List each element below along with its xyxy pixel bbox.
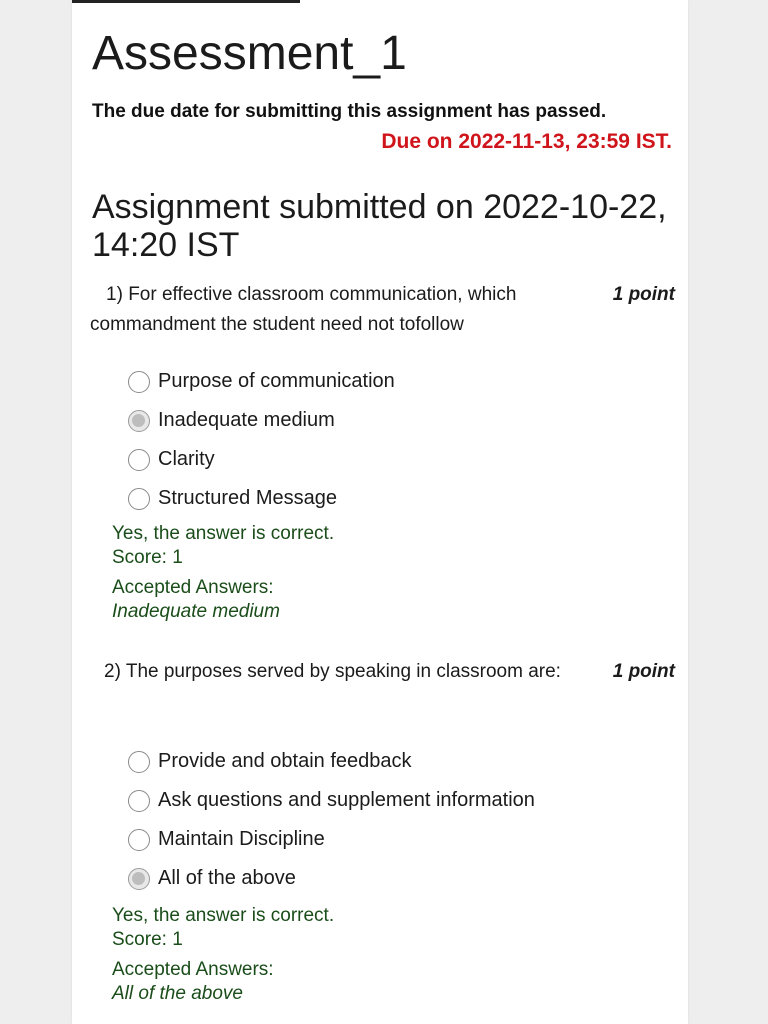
- question-2-option-3[interactable]: [128, 820, 648, 859]
- question-2-options: [128, 742, 648, 898]
- accepted-answers-label: Accepted Answers:: [112, 959, 274, 980]
- question-1-option-3[interactable]: [128, 440, 648, 479]
- radio-button[interactable]: [128, 829, 150, 851]
- feedback-message: Yes, the answer is correct.: [112, 523, 335, 544]
- option-label: Inadequate medium: [158, 409, 335, 431]
- question-2: [90, 657, 675, 687]
- question-2-option-2[interactable]: [128, 781, 648, 820]
- question-1-option-1[interactable]: [128, 362, 648, 401]
- question-2-feedback: [112, 904, 334, 1006]
- top-divider: [72, 0, 300, 3]
- question-1-number: 1): [106, 284, 123, 305]
- question-2-number: 2): [104, 661, 121, 682]
- radio-button[interactable]: [128, 449, 150, 471]
- question-1-feedback: [112, 522, 334, 624]
- option-label: Clarity: [158, 448, 215, 470]
- question-1-points: 1 point: [612, 284, 675, 305]
- question-2-prompt: The purposes served by speaking in classroom are:: [125, 661, 561, 682]
- option-label: Ask questions and supplement information: [158, 789, 535, 811]
- accepted-answer: All of the above: [112, 983, 243, 1004]
- question-2-option-4[interactable]: [128, 859, 648, 898]
- question-2-text: [90, 657, 675, 687]
- option-label: Maintain Discipline: [158, 828, 325, 850]
- question-1-option-4[interactable]: [128, 479, 648, 518]
- score: Score: 1: [112, 929, 183, 950]
- radio-button[interactable]: [128, 751, 150, 773]
- submission-status: Assignment submitted on 2022-10-22, 14:20 IST: [92, 188, 667, 264]
- radio-button[interactable]: [128, 790, 150, 812]
- question-1-text: [90, 280, 675, 340]
- question-1-option-2[interactable]: [128, 401, 648, 440]
- question-2-option-1[interactable]: [128, 742, 648, 781]
- question-1: [90, 280, 675, 340]
- accepted-answers-label: Accepted Answers:: [112, 577, 274, 598]
- question-2-points: 1 point: [612, 661, 675, 682]
- score: Score: 1: [112, 547, 183, 568]
- due-passed-notice: The due date for submitting this assignment has passed.: [92, 101, 607, 122]
- option-label: Purpose of communication: [158, 370, 395, 392]
- radio-button[interactable]: [128, 488, 150, 510]
- radio-button-selected[interactable]: [128, 868, 150, 890]
- assignment-page: [72, 0, 688, 1024]
- option-label: All of the above: [158, 867, 296, 889]
- radio-button[interactable]: [128, 371, 150, 393]
- feedback-message: Yes, the answer is correct.: [112, 905, 335, 926]
- option-label: Provide and obtain feedback: [158, 750, 412, 772]
- option-label: Structured Message: [158, 487, 337, 509]
- question-1-prompt: For effective classroom communication, which commandment the student need not tofollow: [90, 284, 517, 335]
- radio-button-selected[interactable]: [128, 410, 150, 432]
- due-date: Due on 2022-11-13, 23:59 IST.: [381, 130, 672, 153]
- question-1-options: [128, 362, 648, 518]
- accepted-answer: Inadequate medium: [112, 601, 280, 622]
- page-title: Assessment_1: [92, 27, 407, 80]
